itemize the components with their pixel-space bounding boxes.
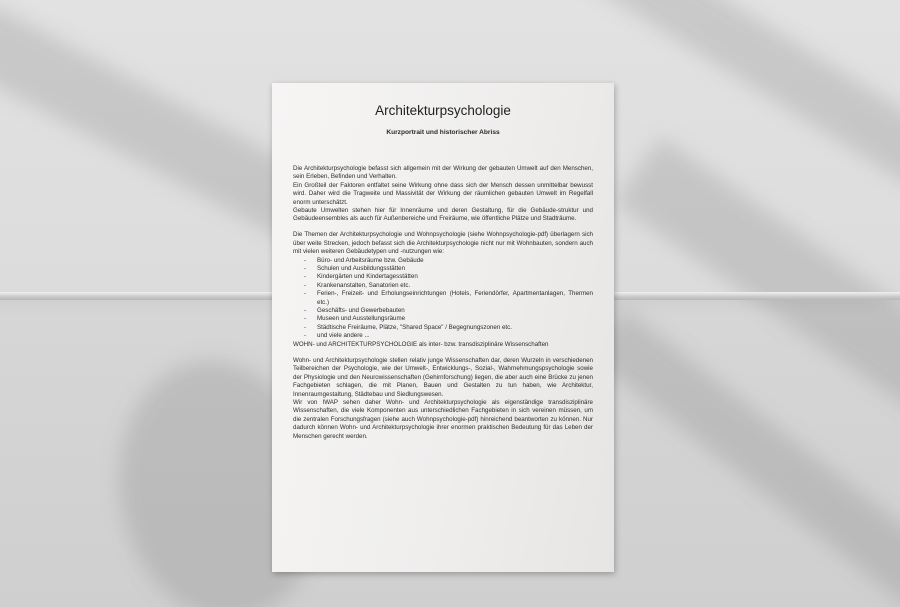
- document-sheet: [272, 83, 614, 572]
- list-marker: -: [304, 290, 307, 298]
- section-paragraph: Wir von IWAP sehen daher Wohn- und Architekturpsychologie als eigenständige transdisziplinäre Wissenschaften, die viele Komponenten aus unterschiedlichen Fachgebieten in sich vereinen müssen, um die zentralen Forschungsfragen (siehe auch Wohnpsychologie-pdf) hinreichend beantworten zu können. Nur dadurch können Wohn- und Architekturpsychologie ihrer enormen praktischen Bedeutung für das Leben der Menschen gerecht werden.: [293, 399, 593, 440]
- list-item: - Krankenanstalten, Sanatorien etc.: [304, 281, 411, 289]
- list-item: - Schulen und Ausbildungsstätten: [304, 264, 406, 272]
- document-subtitle: Kurzportrait und historischer Abriss: [386, 129, 500, 136]
- list-item: - und viele andere ...: [304, 332, 370, 340]
- list-item: - Museen und Ausstellungsräume: [304, 315, 406, 323]
- list-item: - Städtische Freiräume, Plätze, "Shared Space" / Begegnungszonen etc.: [304, 323, 512, 331]
- list-marker: -: [304, 273, 307, 281]
- intro-paragraph: Die Architekturpsychologie befasst sich allgemein mit der Wirkung der gebauten Umwelt auf den Menschen, sein Erleben, Befinden und Verhalten.: [293, 165, 593, 181]
- section-paragraph: Wohn- und Architekturpsychologie stellen relativ junge Wissenschaften dar, deren Wurzeln in verschiedenen Teilbereichen der Psychologie, wie der Umwelt-, Entwicklungs-, Sozial-, Wahrnehmungspsychologie sowie der Physiologie und den Neurowissenschaften (Gehirnforschung) liegen, die aber auch eine Brücke zu jenen Fachgebieten schlagen, die mit Planen, Bauen und Gestalten zu tun haben, wie Architektur, Innenraumgestaltung, Städtebau und Siedlungswesen.: [293, 357, 593, 398]
- intro-paragraph: Ein Großteil der Faktoren entfaltet seine Wirkung ohne dass sich der Mensch dessen unmittelbar bewusst wird. Daher wird die Tragweite und Massivität der Wirkung der räumlichen gebauten Umwelt im Regelfall enorm unterschätzt.: [293, 181, 593, 206]
- list-marker: -: [304, 332, 307, 340]
- list-marker: -: [304, 307, 307, 314]
- list-item: - Ferien-, Freizeit- und Erholungseinrichtungen (Hotels, Feriendörfer, Apartmentanlagen, Thermen etc.): [304, 290, 593, 306]
- list-marker: -: [304, 256, 307, 264]
- list-marker: -: [304, 264, 307, 272]
- list-marker: -: [304, 323, 307, 331]
- intro-paragraph: Gebaute Umwelten stehen hier für Innenräume und deren Gestaltung, für die Gebäude-struktur und Gebäudeensembles als auch für Außenbereiche und Freiräume, wie öffentliche Plätze und Stadträume.: [293, 207, 593, 223]
- document-body: [293, 165, 593, 441]
- themes-intro: Die Themen der Architekturpsychologie und Wohnpsychologie (siehe Wohnpsychologie-pdf) überlagern sich über weite Strecken, jedoch befasst sich die Architekturpsychologie nicht nur mit Wohnbauten, sondern auch mit vielen weiteren Gebäudetypen und -nutzungen wie:: [293, 231, 593, 256]
- list-item: - Geschäfts- und Gewerbebauten: [304, 307, 405, 314]
- section-heading: WOHN- und ARCHITEKTURPSYCHOLOGIE als inter- bzw. transdisziplinäre Wissenschaften: [293, 340, 549, 348]
- list-item: - Büro- und Arbeitsräume bzw. Gebäude: [304, 256, 424, 264]
- list-marker: -: [304, 281, 307, 289]
- themes-list: [293, 257, 593, 341]
- list-marker: -: [304, 315, 307, 323]
- list-item: - Kindergärten und Kindertagesstätten: [304, 273, 418, 281]
- document-title: Architekturpsychologie: [375, 103, 511, 118]
